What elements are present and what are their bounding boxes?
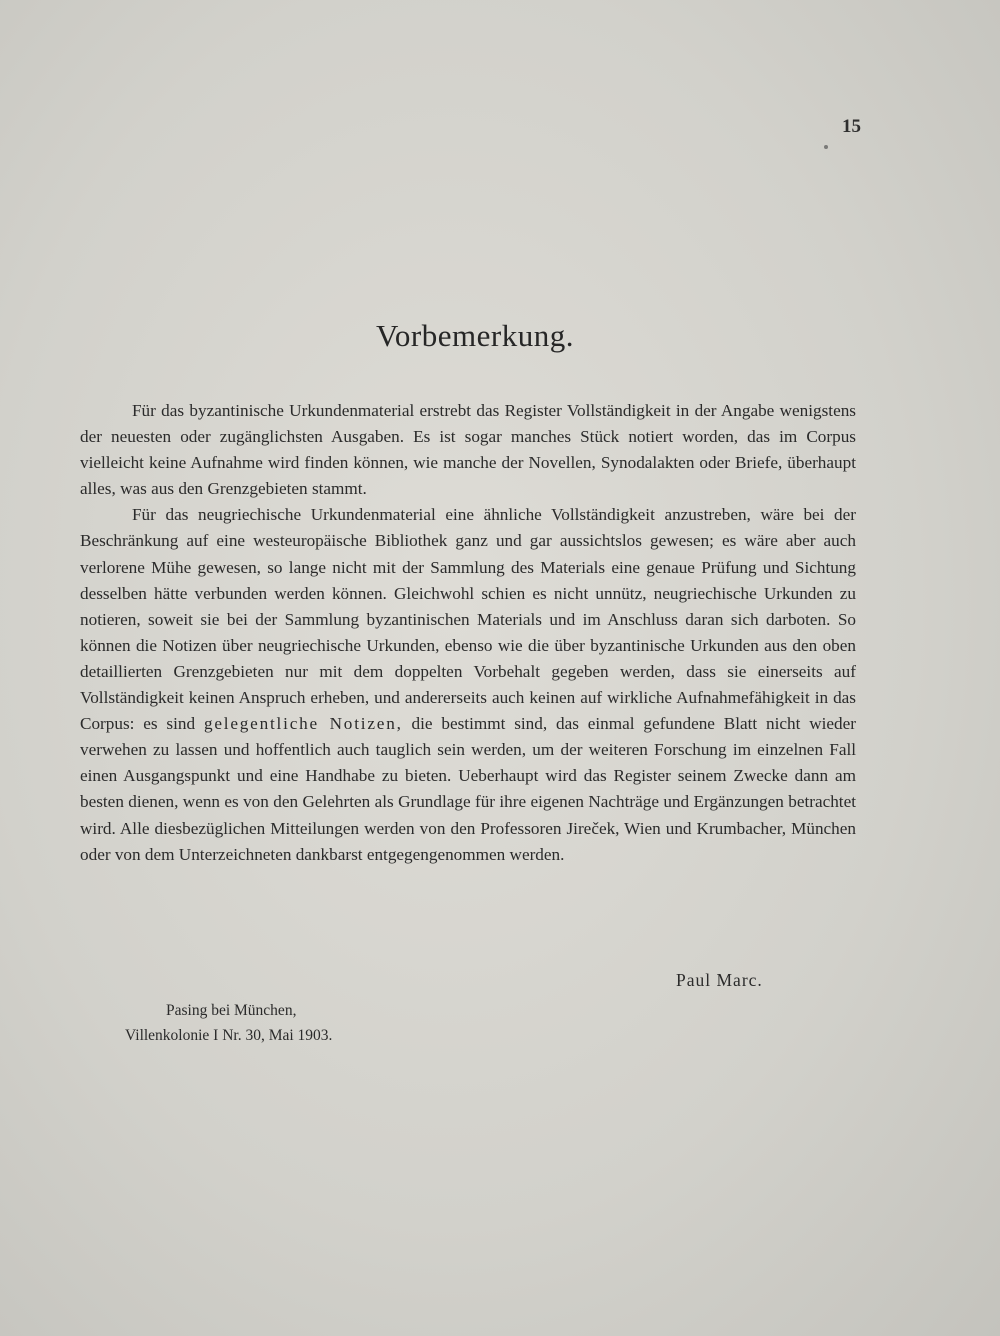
page-title: Vorbemerkung. [376,318,574,353]
author-signature: Paul Marc. [676,970,763,990]
ink-speck [824,145,828,149]
place-line-2: Villenkolonie I Nr. 30, Mai 1903. [125,1027,333,1044]
page-number: 15 [842,116,861,137]
paragraph-2-part-1: Für das neugriechische Urkundenmaterial eine ähnliche Vollständigkeit anzustreben, wäre bei der Beschränkung auf eine westeuropäische Bibliothek ganz und gar aussichtslos gewesen; es wäre aber auch verlorene Mühe gewesen, so lange nicht mit der Sammlung des Materials eine genaue Prüfung und Sichtung desselben hätte verbunden werden können. Gleichwohl schien es nicht unnütz, neugriechische Urkunden zu notieren, soweit sie bei der Sammlung byzantinischen Materials und im Anschluss daran sich darboten. So können die Notizen über neugriechische Urkunden, ebenso wie die über byzantinische Urkunden aus den oben detaillierten Grenzgebieten nur mit dem doppelten Vorbehalt gegeben werden, dass sie einerseits auf Vollständigkeit keinen Anspruch erheben, und andererseits auch keinen auf wirkliche Aufnahmefähigkeit in das Corpus: es sind [80,505,856,734]
paragraph-2-part-2: die bestimmt sind, das einmal gefundene Blatt nicht wieder verwehen zu lassen und hoffentlich auch tauglich sein werden, um der weiteren Forschung im einzelnen Fall einen Ausgangspunkt und eine Handhabe zu bieten. Ueberhaupt wird das Register seinem Zwecke dann am besten dienen, wenn es von den Gelehrten als Grundlage für ihre eigenen Nachträge und Ergänzungen betrachtet wird. Alle diesbezüglichen Mitteilungen werden von den Professoren Jireček, Wien und Krumbacher, München oder von dem Unterzeichneten dankbarst entgegengenommen werden. [80,714,856,864]
place-line-1: Pasing bei München, [166,1002,297,1019]
emphasized-phrase: gelegentliche Notizen, [203,714,403,734]
place-and-date [80,998,450,1048]
paragraph-2 [80,502,856,867]
paragraph-1: Für das byzantinische Urkundenmaterial erstrebt das Register Vollständigkeit in der Angabe wenigstens der neuesten oder zugänglichsten Ausgaben. Es ist sogar manches Stück notiert worden, das im Corpus vielleicht keine Aufnahme wird finden können, wie manche der Novellen, Synodalakten oder Briefe, überhaupt alles, was aus den Grenzgebieten stammt. [80,401,856,499]
body-text [80,398,856,868]
